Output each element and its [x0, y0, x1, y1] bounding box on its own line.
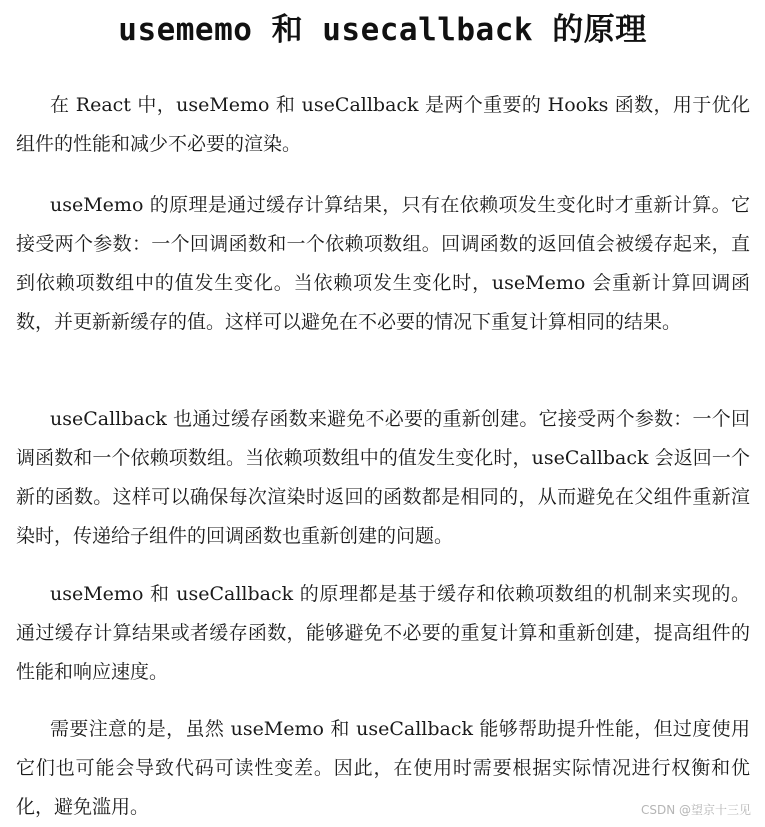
paragraph-caution: 需要注意的是，虽然 useMemo 和 useCallback 能够帮助提升性能，但过度使用它们也可能会导致代码可读性变差。因此，在使用时需要根据实际情况进行权衡和优化，避免滥用。 — [16, 718, 750, 818]
watermark: CSDN @望京十三见 — [640, 803, 751, 817]
page-title: usememo 和 usecallback 的原理 — [118, 12, 647, 48]
paragraph-shared-principle: useMemo 和 useCallback 的原理都是基于缓存和依赖项数组的机制来实现的。通过缓存计算结果或者缓存函数，能够避免不必要的重复计算和重新创建，提高组件的性能和响应速度。 — [16, 583, 750, 683]
paragraph-intro: 在 React 中，useMemo 和 useCallback 是两个重要的 Hooks 函数，用于优化组件的性能和减少不必要的渲染。 — [16, 94, 750, 155]
paragraph-usecallback: useCallback 也通过缓存函数来避免不必要的重新创建。它接受两个参数：一个回调函数和一个依赖项数组。当依赖项数组中的值发生变化时，useCallback 会返回一个新的函数。这样可以确保每次渲染时返回的函数都是相同的，从而避免在父组件重新渲染时，传递给子组件的回调函数也重新创建的问题。 — [16, 408, 750, 547]
paragraph-usememo: useMemo 的原理是通过缓存计算结果，只有在依赖项发生变化时才重新计算。它接受两个参数：一个回调函数和一个依赖项数组。回调函数的返回值会被缓存起来，直到依赖项数组中的值发生变化。当依赖项发生变化时，useMemo 会重新计算回调函数，并更新新缓存的值。这样可以避免在不必要的情况下重复计算相同的结果。 — [16, 194, 750, 333]
